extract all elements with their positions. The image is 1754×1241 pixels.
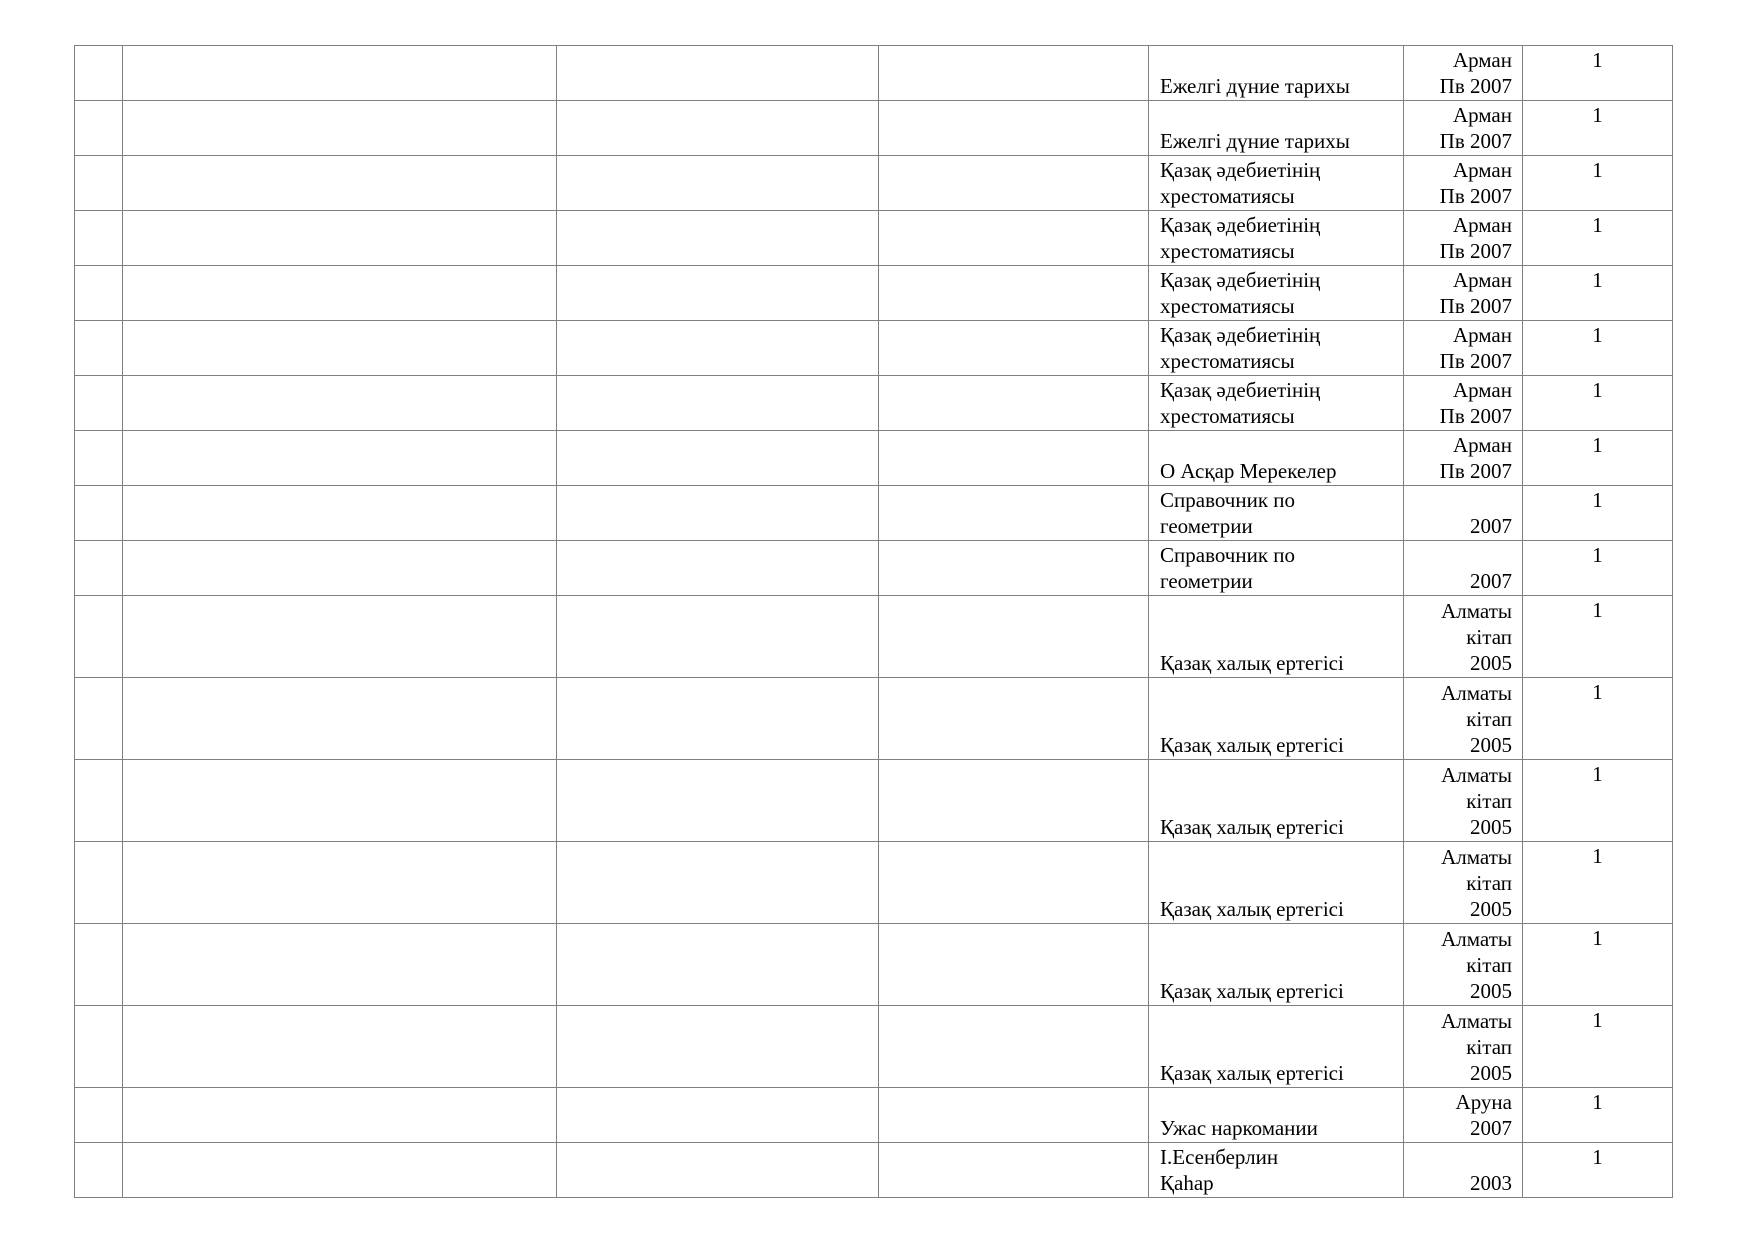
title-line: Ежелгі дүние тарихы xyxy=(1160,129,1350,153)
publisher-cell xyxy=(1404,678,1523,760)
publisher-line: Пв 2007 xyxy=(1439,129,1512,153)
col4-cell xyxy=(879,1088,1149,1143)
title-line: І.Есенберлин xyxy=(1160,1145,1279,1169)
table-row xyxy=(75,1143,1673,1198)
title-cell xyxy=(1149,678,1404,760)
col4-cell xyxy=(879,156,1149,211)
title-line: хрестоматиясы xyxy=(1160,404,1295,428)
book-inventory-table xyxy=(74,45,1673,1198)
publisher-cell xyxy=(1404,541,1523,596)
table-row xyxy=(75,376,1673,431)
number-cell xyxy=(75,101,123,156)
col4-cell xyxy=(879,541,1149,596)
publisher-cell xyxy=(1404,486,1523,541)
col4-cell xyxy=(879,46,1149,101)
table-row xyxy=(75,1006,1673,1088)
publisher-line: Пв 2007 xyxy=(1439,184,1512,208)
publisher-line: Арман xyxy=(1452,158,1512,182)
author-cell xyxy=(123,541,557,596)
publisher-cell xyxy=(1404,211,1523,266)
title-cell xyxy=(1149,156,1404,211)
author-cell xyxy=(123,1143,557,1198)
title-cell xyxy=(1149,842,1404,924)
title-line: Қазақ әдебиетінің xyxy=(1160,213,1321,237)
author-cell xyxy=(123,924,557,1006)
publisher-line: 2005 xyxy=(1470,897,1512,921)
title-line: хрестоматиясы xyxy=(1160,294,1295,318)
col4-cell xyxy=(879,1006,1149,1088)
publisher-line: Арман xyxy=(1452,103,1512,127)
author-cell xyxy=(123,266,557,321)
publisher-line: кітап xyxy=(1466,789,1512,813)
col3-cell xyxy=(557,541,879,596)
table-row xyxy=(75,101,1673,156)
author-cell xyxy=(123,1088,557,1143)
quantity-cell: 1 xyxy=(1523,376,1673,431)
quantity-cell: 1 xyxy=(1523,431,1673,486)
title-cell xyxy=(1149,486,1404,541)
publisher-line: кітап xyxy=(1466,871,1512,895)
number-cell xyxy=(75,376,123,431)
publisher-line: кітап xyxy=(1466,953,1512,977)
publisher-line: 2003 xyxy=(1470,1171,1512,1195)
publisher-line: 2007 xyxy=(1470,569,1512,593)
publisher-line: 2005 xyxy=(1470,815,1512,839)
quantity-cell: 1 xyxy=(1523,541,1673,596)
number-cell xyxy=(75,1088,123,1143)
title-cell xyxy=(1149,101,1404,156)
title-line: Қазақ халық ертегісі xyxy=(1160,897,1344,921)
quantity-cell: 1 xyxy=(1523,678,1673,760)
title-cell xyxy=(1149,266,1404,321)
col4-cell xyxy=(879,431,1149,486)
col4-cell xyxy=(879,596,1149,678)
table-row xyxy=(75,678,1673,760)
publisher-line: Пв 2007 xyxy=(1439,74,1512,98)
quantity-cell: 1 xyxy=(1523,924,1673,1006)
publisher-line: 2005 xyxy=(1470,733,1512,757)
col4-cell xyxy=(879,760,1149,842)
quantity-cell: 1 xyxy=(1523,760,1673,842)
publisher-cell xyxy=(1404,1006,1523,1088)
number-cell xyxy=(75,46,123,101)
publisher-line: 2005 xyxy=(1470,1061,1512,1085)
col3-cell xyxy=(557,1143,879,1198)
publisher-cell xyxy=(1404,842,1523,924)
publisher-cell xyxy=(1404,1088,1523,1143)
author-cell xyxy=(123,46,557,101)
title-line: О Асқар Мерекелер xyxy=(1160,459,1337,483)
col4-cell xyxy=(879,321,1149,376)
number-cell xyxy=(75,321,123,376)
author-cell xyxy=(123,596,557,678)
col3-cell xyxy=(557,46,879,101)
quantity-cell: 1 xyxy=(1523,842,1673,924)
publisher-line: Алматы xyxy=(1441,845,1512,869)
number-cell xyxy=(75,1143,123,1198)
publisher-line: Пв 2007 xyxy=(1439,459,1512,483)
title-line: хрестоматиясы xyxy=(1160,184,1295,208)
table-row xyxy=(75,46,1673,101)
title-line: Қазақ халық ертегісі xyxy=(1160,733,1344,757)
publisher-cell xyxy=(1404,924,1523,1006)
author-cell xyxy=(123,101,557,156)
col3-cell xyxy=(557,760,879,842)
author-cell xyxy=(123,156,557,211)
author-cell xyxy=(123,211,557,266)
table-row xyxy=(75,211,1673,266)
title-cell xyxy=(1149,211,1404,266)
title-line: Қазақ әдебиетінің xyxy=(1160,378,1321,402)
table-body xyxy=(75,46,1673,1198)
quantity-cell: 1 xyxy=(1523,596,1673,678)
number-cell xyxy=(75,678,123,760)
title-cell xyxy=(1149,541,1404,596)
table-row xyxy=(75,541,1673,596)
col3-cell xyxy=(557,376,879,431)
publisher-line: Арман xyxy=(1452,433,1512,457)
publisher-cell xyxy=(1404,760,1523,842)
publisher-cell xyxy=(1404,321,1523,376)
title-line: хрестоматиясы xyxy=(1160,349,1295,373)
author-cell xyxy=(123,1006,557,1088)
publisher-line: 2005 xyxy=(1470,979,1512,1003)
number-cell xyxy=(75,842,123,924)
col4-cell xyxy=(879,211,1149,266)
number-cell xyxy=(75,596,123,678)
table-row xyxy=(75,842,1673,924)
quantity-cell: 1 xyxy=(1523,266,1673,321)
title-line: Қазақ әдебиетінің xyxy=(1160,323,1321,347)
title-line: хрестоматиясы xyxy=(1160,239,1295,263)
quantity-cell: 1 xyxy=(1523,1088,1673,1143)
title-cell xyxy=(1149,1006,1404,1088)
col3-cell xyxy=(557,431,879,486)
title-cell xyxy=(1149,376,1404,431)
publisher-line: Пв 2007 xyxy=(1439,239,1512,263)
table-row xyxy=(75,156,1673,211)
title-line: Справочник по xyxy=(1160,488,1296,512)
number-cell xyxy=(75,431,123,486)
col3-cell xyxy=(557,1088,879,1143)
col4-cell xyxy=(879,101,1149,156)
title-cell xyxy=(1149,321,1404,376)
author-cell xyxy=(123,431,557,486)
publisher-cell xyxy=(1404,431,1523,486)
table-row xyxy=(75,321,1673,376)
author-cell xyxy=(123,486,557,541)
publisher-line: Пв 2007 xyxy=(1439,294,1512,318)
quantity-cell: 1 xyxy=(1523,1143,1673,1198)
col4-cell xyxy=(879,678,1149,760)
author-cell xyxy=(123,842,557,924)
quantity-cell: 1 xyxy=(1523,101,1673,156)
col3-cell xyxy=(557,101,879,156)
publisher-line: Арман xyxy=(1452,48,1512,72)
title-cell xyxy=(1149,46,1404,101)
publisher-line: Арман xyxy=(1452,268,1512,292)
publisher-line: 2005 xyxy=(1470,651,1512,675)
col4-cell xyxy=(879,1143,1149,1198)
quantity-cell: 1 xyxy=(1523,1006,1673,1088)
title-line: геометрии xyxy=(1160,569,1253,593)
publisher-line: Алматы xyxy=(1441,763,1512,787)
title-line: Қазақ әдебиетінің xyxy=(1160,158,1321,182)
number-cell xyxy=(75,1006,123,1088)
col3-cell xyxy=(557,156,879,211)
number-cell xyxy=(75,760,123,842)
title-line: Қазақ халық ертегісі xyxy=(1160,651,1344,675)
table-row xyxy=(75,1088,1673,1143)
title-line: Справочник по xyxy=(1160,543,1296,567)
table-row xyxy=(75,266,1673,321)
publisher-cell xyxy=(1404,46,1523,101)
number-cell xyxy=(75,211,123,266)
publisher-cell xyxy=(1404,156,1523,211)
col4-cell xyxy=(879,376,1149,431)
quantity-cell: 1 xyxy=(1523,321,1673,376)
publisher-cell xyxy=(1404,266,1523,321)
title-cell xyxy=(1149,1143,1404,1198)
col4-cell xyxy=(879,486,1149,541)
publisher-cell xyxy=(1404,1143,1523,1198)
quantity-cell: 1 xyxy=(1523,156,1673,211)
publisher-line: Арман xyxy=(1452,213,1512,237)
number-cell xyxy=(75,266,123,321)
col3-cell xyxy=(557,486,879,541)
publisher-line: Алматы xyxy=(1441,681,1512,705)
title-line: Қазақ әдебиетінің xyxy=(1160,268,1321,292)
col3-cell xyxy=(557,266,879,321)
quantity-cell: 1 xyxy=(1523,46,1673,101)
publisher-cell xyxy=(1404,101,1523,156)
publisher-line: Аруна xyxy=(1455,1090,1512,1114)
publisher-line: 2007 xyxy=(1470,1116,1512,1140)
publisher-line: Алматы xyxy=(1441,927,1512,951)
number-cell xyxy=(75,541,123,596)
publisher-cell xyxy=(1404,596,1523,678)
col3-cell xyxy=(557,211,879,266)
publisher-line: Пв 2007 xyxy=(1439,404,1512,428)
quantity-cell: 1 xyxy=(1523,486,1673,541)
table-row xyxy=(75,596,1673,678)
table-row xyxy=(75,760,1673,842)
col3-cell xyxy=(557,321,879,376)
col3-cell xyxy=(557,596,879,678)
table-row xyxy=(75,431,1673,486)
title-cell xyxy=(1149,431,1404,486)
publisher-line: Алматы xyxy=(1441,1009,1512,1033)
col4-cell xyxy=(879,842,1149,924)
number-cell xyxy=(75,924,123,1006)
col3-cell xyxy=(557,1006,879,1088)
publisher-line: кітап xyxy=(1466,1035,1512,1059)
col4-cell xyxy=(879,924,1149,1006)
table-row xyxy=(75,486,1673,541)
col3-cell xyxy=(557,842,879,924)
title-cell xyxy=(1149,924,1404,1006)
title-line: Қазақ халық ертегісі xyxy=(1160,979,1344,1003)
title-line: Ужас наркомании xyxy=(1160,1116,1318,1140)
title-line: Ежелгі дүние тарихы xyxy=(1160,74,1350,98)
number-cell xyxy=(75,156,123,211)
author-cell xyxy=(123,678,557,760)
col3-cell xyxy=(557,678,879,760)
publisher-cell xyxy=(1404,376,1523,431)
title-line: Қаһар xyxy=(1160,1171,1214,1195)
publisher-line: Арман xyxy=(1452,378,1512,402)
publisher-line: кітап xyxy=(1466,707,1512,731)
col3-cell xyxy=(557,924,879,1006)
col4-cell xyxy=(879,266,1149,321)
publisher-line: 2007 xyxy=(1470,514,1512,538)
author-cell xyxy=(123,760,557,842)
quantity-cell: 1 xyxy=(1523,211,1673,266)
number-cell xyxy=(75,486,123,541)
author-cell xyxy=(123,376,557,431)
author-cell xyxy=(123,321,557,376)
title-line: Қазақ халық ертегісі xyxy=(1160,815,1344,839)
publisher-line: Алматы xyxy=(1441,599,1512,623)
title-line: геометрии xyxy=(1160,514,1253,538)
publisher-line: кітап xyxy=(1466,625,1512,649)
title-line: Қазақ халық ертегісі xyxy=(1160,1061,1344,1085)
title-cell xyxy=(1149,596,1404,678)
publisher-line: Пв 2007 xyxy=(1439,349,1512,373)
title-cell xyxy=(1149,1088,1404,1143)
publisher-line: Арман xyxy=(1452,323,1512,347)
table-row xyxy=(75,924,1673,1006)
title-cell xyxy=(1149,760,1404,842)
